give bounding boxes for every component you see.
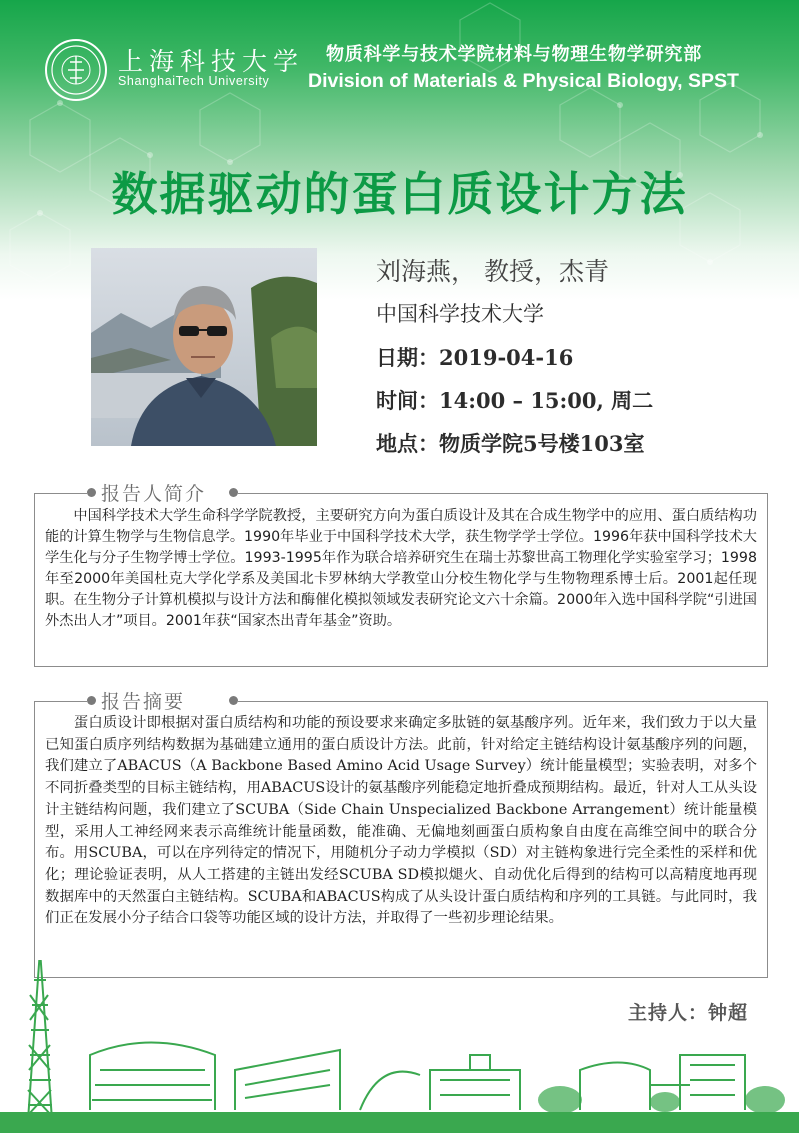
talk-title: 数据驱动的蛋白质设计方法 <box>111 167 688 221</box>
university-name-en: ShanghaiTech University <box>118 74 270 88</box>
campus-skyline-illustration <box>0 960 799 1133</box>
host-name: 主持人：钟超 <box>628 1002 749 1024</box>
bio-heading: 报告人简介 <box>101 483 207 505</box>
abstract-heading: 报告摘要 <box>101 691 186 713</box>
division-name-cn: 物质科学与技术学院材料与物理生物学研究部 <box>326 44 702 65</box>
division-name-en: Division of Materials & Physical Biology, SPST <box>308 70 739 92</box>
abstract-section <box>34 691 768 978</box>
bio-section <box>34 483 768 667</box>
speaker-photo <box>91 248 317 446</box>
talk-location: 地点：物质学院5号楼103室 <box>376 431 645 456</box>
speaker-affiliation: 中国科学技术大学 <box>376 302 544 326</box>
university-seal-logo <box>44 38 108 102</box>
university-name-cn: 上海科技大学 <box>118 47 305 76</box>
abstract-text: 蛋白质设计即根据对蛋白质结构和功能的预设要求来确定多肽链的氨基酸序列。近年来，我们致力于以大量已知蛋白质序列结构数据为基础建立通用的蛋白质设计方法。此前，针对给定主链结构设计氨基酸序列的问题，我们建立了ABACUS（A Backbone Based Amino Acid Usage Survey）统计能量模型；实验表明，对多个不同折叠类型的目标主链结构，用ABACUS设计的氨基酸序列能稳定地折叠成预期结构。最近，针对人工从头设计主链结构问题，我们建立了SCUBA（Side Chain Unspecialized Backbone Arrangement）统计能量模型，采用人工神经网来表示高维统计能量函数，能准确、无偏地刻画蛋白质构象自由度在高维空间中的联合分布。用SCUBA，可以在序列待定的情况下，用随机分子动力学模拟（SD）对主链构象进行完全柔性的采样和优化；理论验证表明，从人工搭建的主链出发经SCUBA SD模拟煺火、自动优化后得到的结构可以高精度地再现数据库中的天然蛋白主链结构。SCUBA和ABACUS构成了从头设计蛋白质结构和序列的工具链。与此同时，我们正在发展小分子结合口袋等功能区域的设计方法，并取得了一些初步理论结果。 <box>45 715 757 927</box>
speaker-name: 刘海燕， 教授，杰青 <box>376 257 609 286</box>
talk-time: 时间：14:00 – 15:00, 周二 <box>376 388 654 413</box>
bio-text: 中国科学技术大学生命科学学院教授，主要研究方向为蛋白质设计及其在合成生物学中的应用、蛋白质结构功能的计算生物学与生物信息学。1990年毕业于中国科学技术大学，获生物学学士学位。1996年获中国科学技术大学生化与分子生物学博士学位。1993-1995年作为联合培养研究生在瑞士苏黎世高工物理化学实验室学习；1998年至2000年美国杜克大学化学系及美国北卡罗林纳大学教堂山分校生物化学与生物物理系博士后。2001起任现职。在生物分子计算机模拟与设计方法和酶催化模拟领域发表研究论文六十余篇。2000年入选中国科学院“引进国外杰出人才”项目。2001年获“国家杰出青年基金”资助。 <box>45 508 757 629</box>
talk-date: 日期：2019-04-16 <box>376 345 574 370</box>
